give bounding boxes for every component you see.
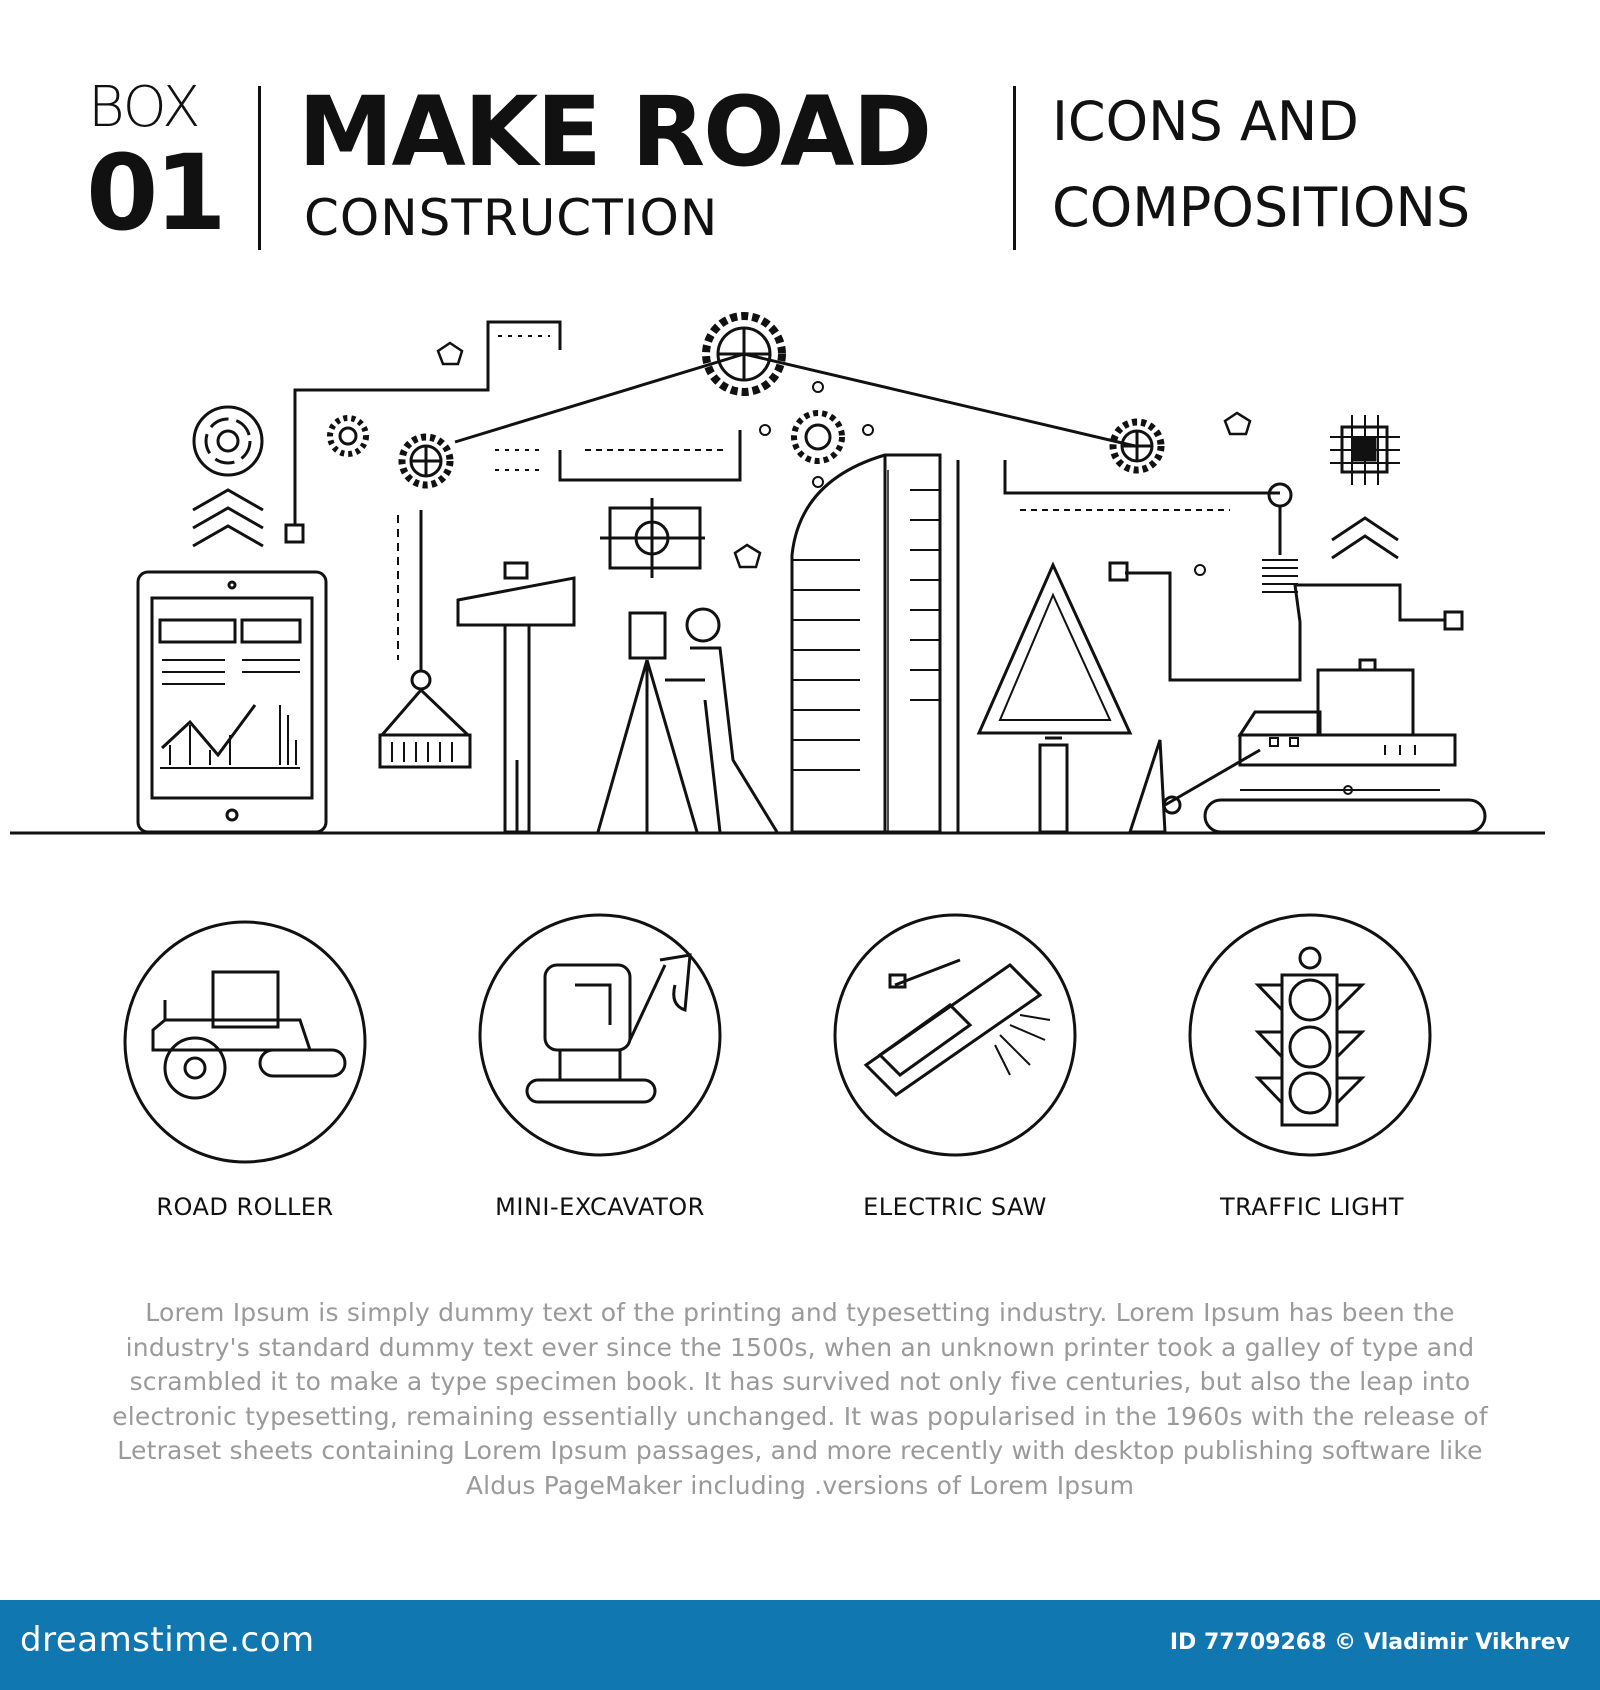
icon-label-road-roller: ROAD ROLLER <box>156 1193 334 1221</box>
microchip-icon <box>1330 415 1400 485</box>
gear-icon <box>794 413 842 461</box>
image-credit: ID 77709268 © Vladimir Vikhrev <box>1169 1630 1570 1655</box>
mini-excavator-icon <box>480 915 720 1155</box>
description-paragraph: Lorem Ipsum is simply dummy text of the printing and typesetting industry. Lorem Ipsum has been the industry's standard dummy text ever since the 1500s, when an unknown printer took a galley of type and scrambled it to make a type specimen book. It has survived not only five centuries, but also the leap into electronic typesetting, remaining essentially unchanged. It was popularised in the 1960s with the release of Letraset sheets containing Lorem Ipsum passages, and more recently with desktop publishing software like Aldus PageMaker including .versions of Lorem Ipsum <box>112 1298 1488 1500</box>
road-roller-icon <box>125 922 365 1162</box>
building-icon <box>792 455 940 832</box>
connector-line <box>455 354 1135 446</box>
icon-label-traffic-light: TRAFFIC LIGHT <box>1219 1193 1405 1221</box>
header-right-line1: ICONS AND <box>1052 90 1359 153</box>
tablet-icon <box>138 572 326 832</box>
page-title: MAKE ROAD <box>298 76 931 188</box>
target-icon <box>194 407 262 475</box>
traffic-light-icon <box>1190 915 1430 1155</box>
electric-saw-icon <box>835 915 1075 1155</box>
box-label: BOX <box>88 75 200 140</box>
gear-icon <box>402 437 450 485</box>
icon-label-electric-saw: ELECTRIC SAW <box>863 1193 1047 1221</box>
page-subtitle: CONSTRUCTION <box>304 189 719 247</box>
gear-icon <box>1113 422 1161 470</box>
box-number: 01 <box>86 132 223 254</box>
footer-bar <box>0 1600 1600 1690</box>
gear-icon <box>330 418 366 454</box>
dreamstime-logo[interactable]: dreamstime.com <box>20 1620 315 1660</box>
gear-icon <box>706 316 782 392</box>
header-right-line2: COMPOSITIONS <box>1052 176 1471 239</box>
connector-line <box>560 430 740 480</box>
icon-label-mini-excavator: MINI-EXCAVATOR <box>495 1193 705 1221</box>
hammer-icon <box>458 563 574 832</box>
bulldozer-icon <box>1130 660 1485 832</box>
trowel-icon <box>979 565 1130 832</box>
